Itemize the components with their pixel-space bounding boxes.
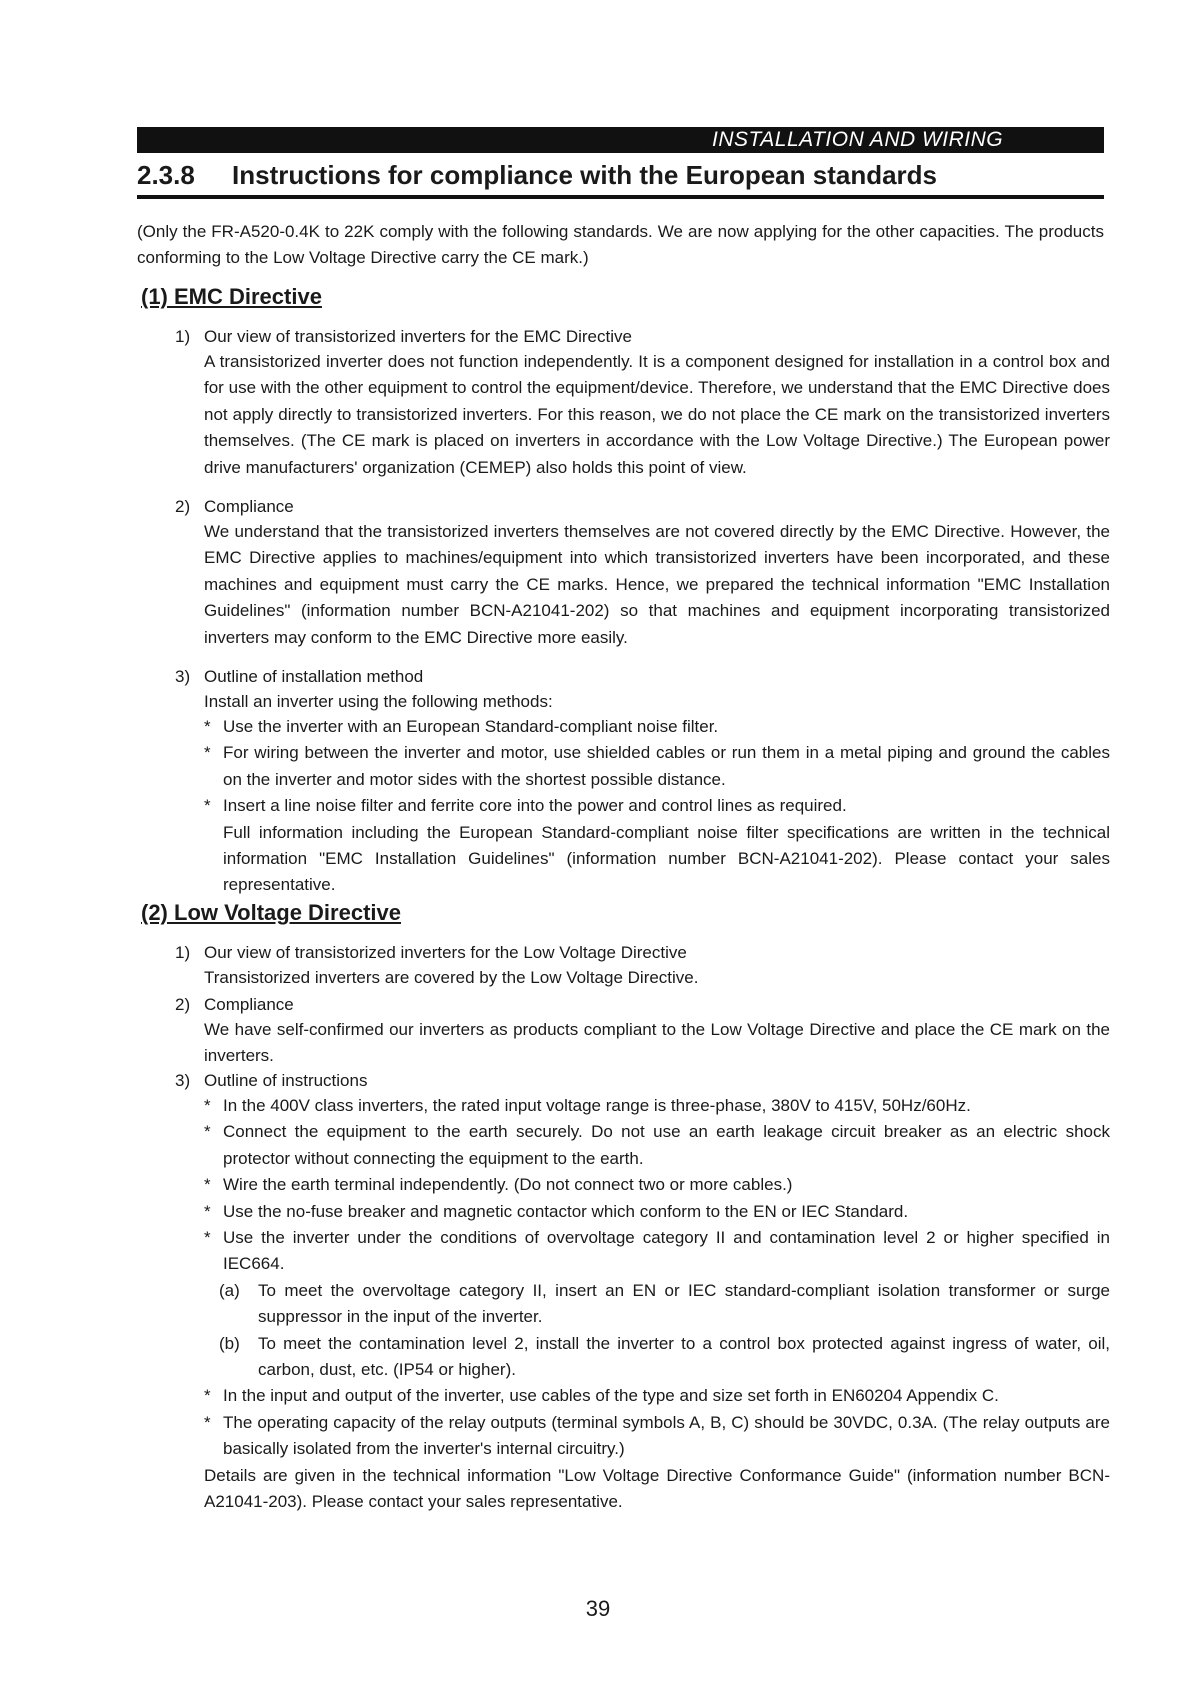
list-item: (a) To meet the overvoltage category II, insert an EN or IEC standard-compliant isolation transformer or surge suppressor in the input of the inverter. [219,1280,1110,1327]
emc-item-2-body: We understand that the transistorized inverters themselves are not covered directly by the EMC Directive. However, the EMC Directive applies to machines/equipment into which transistorized inverters have been incorporated, and these machines and equipment must carry the CE marks. Hence, we prepared the technical information "EMC Installation Guidelines" (information number BCN-A21041-202) so that machines and equipment incorporating transistorized inverters may conform to the EMC Directive more easily. [204,522,1110,647]
emc-item-2-title: 2) Compliance [175,497,294,516]
title-divider [137,195,1104,199]
list-item: * Wire the earth terminal independently. (Do not connect two or more cables.) [204,1175,793,1195]
emc-note: Full information including the European Standard-compliant noise filter specifications are written in the technical information "EMC Installation Guidelines" (information number BCN-A21041-202). Please contact your sales representative. [223,822,1110,895]
emc-item-1-title: 1) Our view of transistorized inverters for the EMC Directive [175,327,632,346]
list-item: * The operating capacity of the relay outputs (terminal symbols A, B, C) should be 30VDC, 0.3A. (The relay outputs are basically isolated from the inverter's internal circuitry.) [204,1412,1110,1459]
list-item: * Use the inverter under the conditions of overvoltage category II and contamination level 2 or higher specified in IEC664. [204,1228,1110,1274]
emc-item-3-body: Install an inverter using the following methods: [204,692,553,711]
page-title [137,158,1104,192]
list-item: * For wiring between the inverter and motor, use shielded cables or run them in a metal piping and ground the cables on the inverter and motor sides with the shortest possible distance. [204,743,1110,789]
emc-item-3-title: 3) Outline of installation method [175,667,424,686]
lvd-note: Details are given in the technical information "Low Voltage Directive Conformance Guide" (information number BCN-A21041-203). Please contact your sales representative. [204,1465,1110,1512]
list-item: * Use the no-fuse breaker and magnetic contactor which conform to the EN or IEC Standard. [204,1201,909,1221]
lvd-item-1-body: Transistorized inverters are covered by the Low Voltage Directive. [204,968,699,987]
lvd-item-1-title: 1) Our view of transistorized inverters for the Low Voltage Directive [175,943,687,962]
header-label: INSTALLATION AND WIRING [712,128,1004,151]
page-number: 39 [585,1596,611,1621]
low-voltage-directive-heading: (2) Low Voltage Directive [141,900,401,925]
list-item: * Use the inverter with an European Standard-compliant noise filter. [204,717,719,736]
emc-bullet-list [204,714,1110,899]
section-header-bar [137,127,1104,153]
list-item: * Insert a line noise filter and ferrite core into the power and control lines as required. [204,796,847,816]
lvd-item-2-title: 2) Compliance [175,995,294,1014]
lvd-bullet-list [204,1093,1110,1516]
list-item: * In the 400V class inverters, the rated input voltage range is three-phase, 380V to 415V, 50Hz/60Hz. [204,1096,971,1115]
emc-item-1-body: A transistorized inverter does not function independently. It is a component designed for installation in a control box and for use with the other equipment to control the equipment/device. Therefore, we understand that the EMC Directive does not apply directly to transistorized inverters. For this reason, we do not place the CE mark on the transistorized inverters themselves. (The CE mark is placed on inverters in accordance with the Low Voltage Directive.) The European power drive manufacturers' organization (CEMEP) also holds this point of view. [204,352,1110,477]
section-number: 2.3.8 [137,160,195,190]
list-item: * In the input and output of the inverter, use cables of the type and size set forth in EN60204 Appendix C. [204,1386,999,1406]
list-item: (b) To meet the contamination level 2, install the inverter to a control box protected against ingress of water, oil, carbon, dust, etc. (IP54 or higher). [219,1333,1110,1380]
list-item: * Connect the equipment to the earth securely. Do not use an earth leakage circuit breaker as an electric shock protector without connecting the equipment to the earth. [204,1122,1110,1168]
section-title-text: Instructions for compliance with the European standards [232,160,937,190]
lvd-item-3-title: 3) Outline of instructions [175,1071,368,1090]
emc-directive-heading: (1) EMC Directive [141,284,322,309]
intro-paragraph: (Only the FR-A520-0.4K to 22K comply with the following standards. We are now applying for the other capacities. The products conforming to the Low Voltage Directive carry the CE mark.) [137,222,1104,267]
lvd-item-2-body: We have self-confirmed our inverters as products compliant to the Low Voltage Directive and place the CE mark on the inverters. [204,1020,1110,1066]
